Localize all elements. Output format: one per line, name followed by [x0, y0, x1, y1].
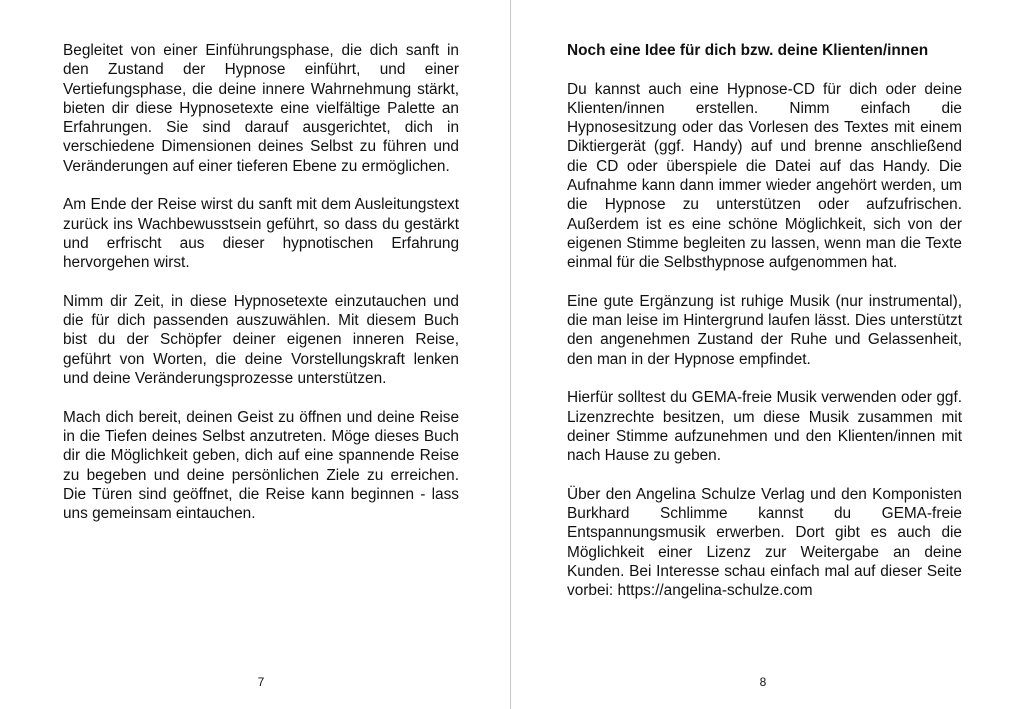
right-paragraph-4: Über den Angelina Schulze Verlag und den Komponisten Burkhard Schlimme kannst du GEMA-freie Entspannungsmusik erwerben. Dort gibt es auch die Möglichkeit einer Lizenz zur Weitergabe an deine Kunden. Bei Interesse schau einfach mal auf dieser Seite vorbei: https://angelina-schulze.com: [567, 485, 962, 600]
right-page-body: [567, 41, 962, 620]
left-paragraph-3: Nimm dir Zeit, in diese Hypnosetexte einzutauchen und die für dich passenden auszuwählen. Mit diesem Buch bist du der Schöpfer deiner eigenen inneren Reise, geführt von Worten, die deine Vorstellungskraft lenken und deine Veränderungsprozesse unterstützen.: [63, 292, 459, 388]
right-page: [511, 0, 1020, 709]
left-page-number: 7: [257, 675, 265, 689]
right-paragraph-3: Hierfür solltest du GEMA-freie Musik verwenden oder ggf. Lizenzrechte besitzen, um diese Musik zusammen mit deiner Stimme aufzunehmen und den Klienten/innen mit nach Hause zu geben.: [567, 389, 962, 465]
left-paragraph-1: Begleitet von einer Einführungsphase, die dich sanft in den Zustand der Hypnose einführt, und einer Vertiefungsphase, die deine innere Wahrnehmung stärkt, bieten dir diese Hypnosetexte eine vielfältige Palette an Erfahrungen. Sie sind darauf ausgerichtet, dich in verschiedene Dimensionen deines Selbst zu führen und Veränderungen auf einer tieferen Ebene zu ermöglichen.: [63, 42, 459, 175]
right-paragraph-2: Eine gute Ergänzung ist ruhige Musik (nur instrumental), die man leise im Hintergrund laufen lässt. Dies unterstützt den angenehmen Zustand der Ruhe und Gelassenheit, den man in der Hypnose empfindet.: [567, 292, 962, 368]
right-page-heading: Noch eine Idee für dich bzw. deine Klienten/innen: [567, 42, 929, 59]
left-paragraph-4: Mach dich bereit, deinen Geist zu öffnen und deine Reise in die Tiefen deines Selbst anzutreten. Möge dieses Buch dir die Möglichkeit geben, dich auf eine spannende Reise zu begeben und deine persönlichen Ziele zu erreichen. Die Türen sind geöffnet, die Reise kann beginnen - lass uns gemeinsam eintauchen.: [63, 408, 459, 523]
left-paragraph-2: Am Ende der Reise wirst du sanft mit dem Ausleitungstext zurück ins Wachbewusstsein geführt, so dass du gestärkt und erfrischt aus dieser hypnotischen Erfahrung hervorgehen wirst.: [63, 196, 459, 272]
right-page-number: 8: [759, 675, 767, 689]
left-page-body: [63, 41, 459, 543]
right-paragraph-1: Du kannst auch eine Hypnose-CD für dich oder deine Klienten/innen erstellen. Nimm einfach die Hypnosesitzung oder das Vorlesen des Textes mit einem Diktiergerät (ggf. Handy) auf und brenne anschließend die CD oder überspiele die Datei auf das Handy. Die Aufnahme kann dann immer wieder angehört werden, um die Hypnose zu unterstützen oder aufzufrischen. Außerdem ist es eine schöne Möglichkeit, sich von der eigenen Stimme begleiten zu lassen, wenn man die Texte einmal für die Selbsthypnose aufgenommen hat.: [567, 80, 962, 272]
